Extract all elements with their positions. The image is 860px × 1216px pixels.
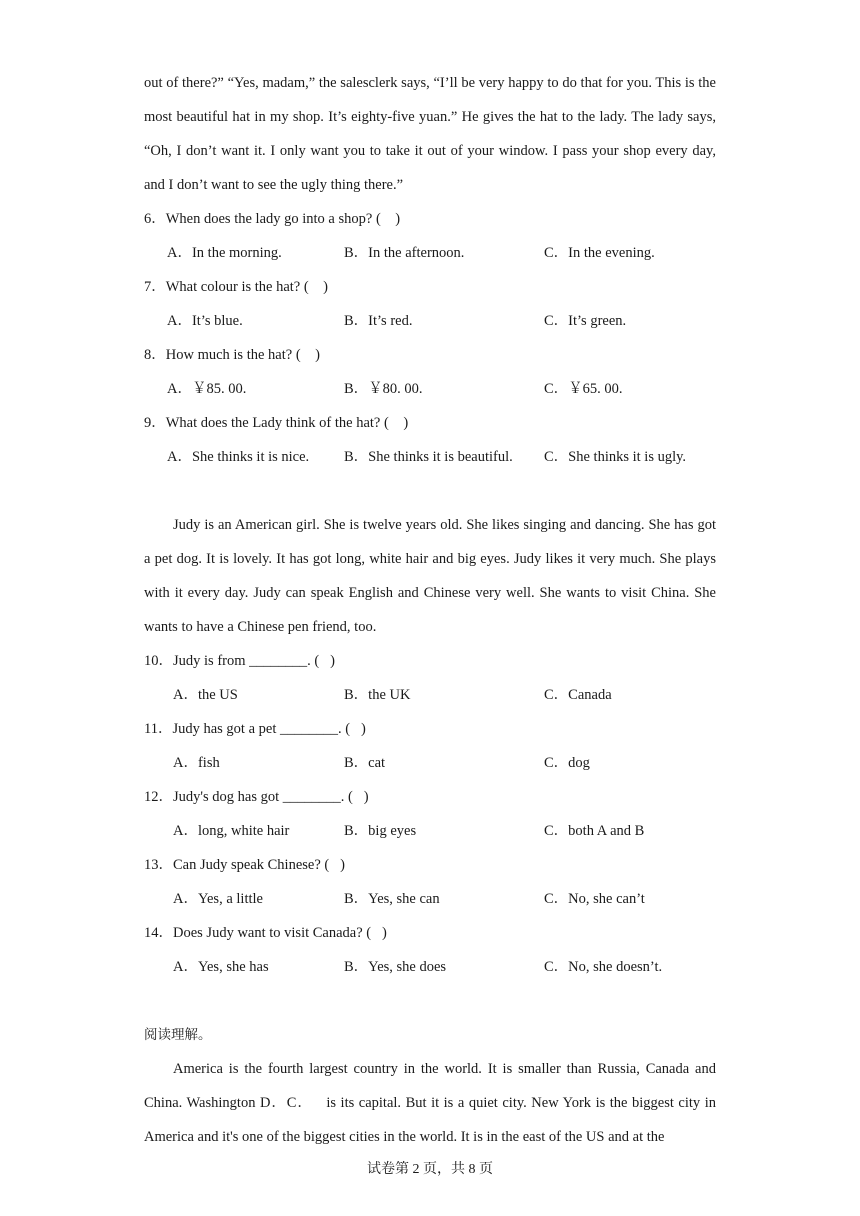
answer-options — [144, 236, 716, 270]
option-b: B．Yes, she does — [344, 959, 447, 975]
option-a: A．Yes, she has — [173, 959, 269, 975]
question-11 — [144, 712, 716, 780]
option-b: B．It’s red. — [344, 313, 413, 329]
option-b: B．In the afternoon. — [344, 245, 465, 261]
option-c: C．￥65. 00. — [544, 381, 623, 397]
option-b: B．She thinks it is beautiful. — [344, 449, 513, 465]
option-b: B．Yes, she can — [344, 891, 440, 907]
spacer — [144, 474, 716, 508]
question-text: 11．Judy has got a pet ________. ( ) — [144, 721, 366, 737]
question-text: 13．Can Judy speak Chinese? ( ) — [144, 857, 345, 873]
question-text: 7．What colour is the hat? ( ) — [144, 279, 329, 295]
answer-options — [144, 304, 716, 338]
option-c: C．She thinks it is ugly. — [544, 449, 687, 465]
question-text: 14．Does Judy want to visit Canada? ( ) — [144, 925, 387, 941]
question-text: 6．When does the lady go into a shop? ( ) — [144, 211, 401, 227]
option-c: C．both A and B — [544, 823, 645, 839]
question-text: 9．What does the Lady think of the hat? ( ) — [144, 415, 409, 431]
option-c: C．dog — [544, 755, 590, 771]
question-7 — [144, 270, 716, 338]
page-footer: 试卷第 2 页，共 8 页 — [367, 1162, 493, 1177]
option-a: A．￥85. 00. — [167, 381, 247, 397]
question-group-2 — [144, 644, 716, 984]
option-c: C．It’s green. — [544, 313, 627, 329]
option-a: A．She thinks it is nice. — [167, 449, 310, 465]
answer-options — [144, 882, 716, 916]
option-b: B．big eyes — [344, 823, 417, 839]
passage-3: America is the fourth largest country in the world. It is smaller than Russia, Canada and China. Washington D．C． is its capital. But it is a quiet city. New York is the biggest city in America and it's one of the biggest cities in the world. It is in the east of the US and at the — [144, 1061, 716, 1145]
question-text: 8．How much is the hat? ( ) — [144, 347, 320, 363]
question-12 — [144, 780, 716, 848]
answer-options — [144, 372, 716, 406]
exam-page — [144, 66, 716, 1154]
question-group-1 — [144, 202, 716, 474]
question-13 — [144, 848, 716, 916]
question-10 — [144, 644, 716, 712]
answer-options — [144, 440, 716, 474]
option-a: A．In the morning. — [167, 245, 282, 261]
answer-options — [144, 950, 716, 984]
question-9 — [144, 406, 716, 474]
option-c: C．Canada — [544, 687, 612, 703]
option-a: A．fish — [173, 755, 220, 771]
option-c: C．In the evening. — [544, 245, 655, 261]
question-8 — [144, 338, 716, 406]
option-a: A．It’s blue. — [167, 313, 243, 329]
question-6 — [144, 202, 716, 270]
option-c: C．No, she can’t — [544, 891, 645, 907]
option-b: B．cat — [344, 755, 386, 771]
option-b: B．￥80. 00. — [344, 381, 423, 397]
option-a: A．long, white hair — [173, 823, 290, 839]
question-text: 12．Judy's dog has got ________. ( ) — [144, 789, 369, 805]
option-a: A．Yes, a little — [173, 891, 263, 907]
option-b: B．the UK — [344, 687, 411, 703]
answer-options — [144, 746, 716, 780]
answer-options — [144, 678, 716, 712]
spacer — [144, 984, 716, 1018]
question-14 — [144, 916, 716, 984]
passage-1-ending: out of there?” “Yes, madam,” the salesclerk says, “I’ll be very happy to do that for you. This is the most beautiful hat in my shop. It’s eighty-five yuan.” He gives the hat to the lady. The lady says, “Oh, I don’t want it. I only want you to take it out of your window. I pass your shop every day, and I don’t want to see the ugly thing there.” — [144, 75, 716, 193]
section-heading: 阅读理解。 — [144, 1027, 212, 1043]
question-text: 10．Judy is from ________. ( ) — [144, 653, 335, 669]
option-c: C．No, she doesn’t. — [544, 959, 663, 975]
passage-2: Judy is an American girl. She is twelve years old. She likes singing and dancing. She has got a pet dog. It is lovely. It has got long, white hair and big eyes. Judy likes it very much. She plays with it every day. Judy can speak English and Chinese very well. She wants to visit China. She wants to have a Chinese pen friend, too. — [144, 517, 716, 635]
option-a: A．the US — [173, 687, 238, 703]
answer-options — [144, 814, 716, 848]
